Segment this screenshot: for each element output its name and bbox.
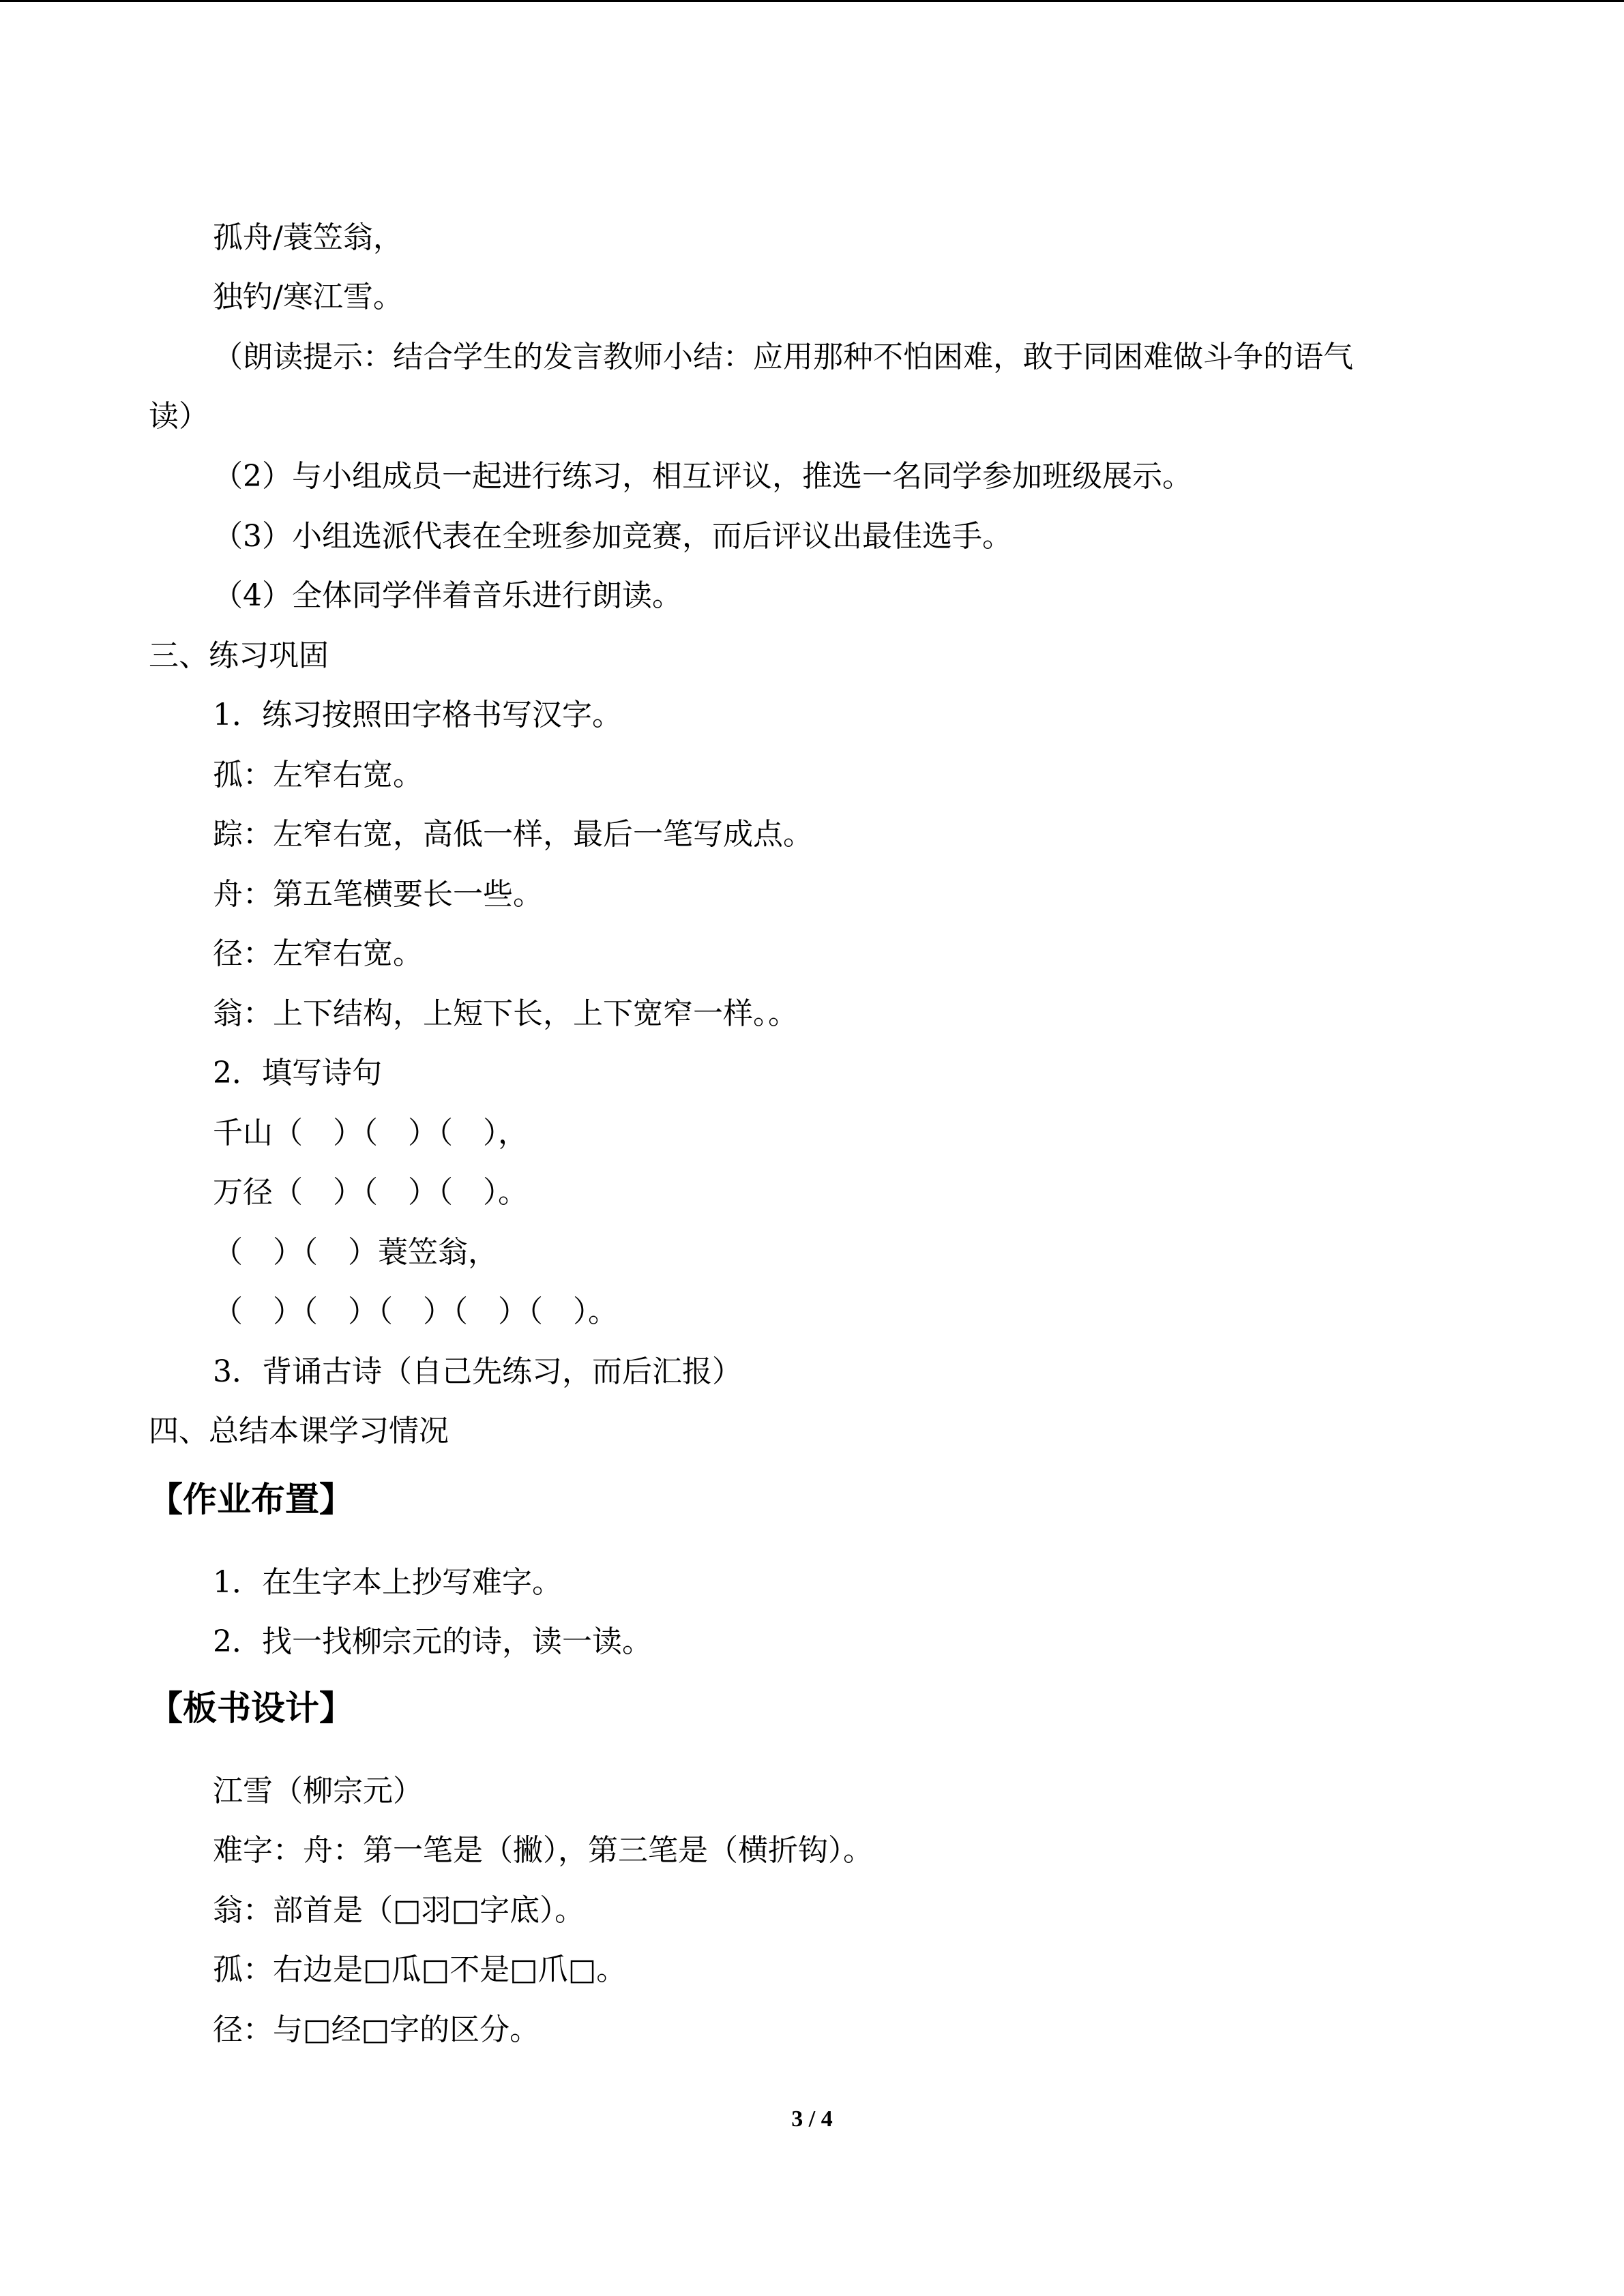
fill-blank-line: 万径（ ）（ ）（ ）。 — [213, 1175, 528, 1210]
character-note: 孤：左窄右宽。 — [213, 758, 423, 792]
homework-item: 2．找一找柳宗元的诗，读一读。 — [213, 1624, 652, 1659]
reading-tip: （朗读提示：结合学生的发言教师小结：应用那种不怕困难，敢于同困难做斗争的语气 — [213, 340, 1353, 374]
board-item: 翁：部首是（□羽□字底）。 — [213, 1893, 585, 1928]
reading-tip-continued: 读） — [149, 399, 209, 434]
character-note: 踪：左窄右宽，高低一样，最后一笔写成点。 — [213, 817, 813, 852]
fill-blank-line: （ ）（ ）（ ）（ ）（ ）。 — [213, 1294, 618, 1329]
exercise-item: 1．练习按照田字格书写汉字。 — [213, 698, 622, 732]
board-item: 孤：右边是□瓜□不是□爪□。 — [213, 1952, 627, 1987]
poem-line: 孤舟/蓑笠翁， — [213, 220, 403, 255]
homework-item: 1．在生字本上抄写难字。 — [213, 1565, 562, 1600]
character-note: 舟：第五笔横要长一些。 — [213, 877, 543, 912]
exercise-item: 2．填写诗句 — [213, 1056, 382, 1090]
character-note: 径：左窄右宽。 — [213, 936, 423, 971]
board-item: 江雪（柳宗元） — [213, 1774, 423, 1808]
board-item: 难字：舟：第一笔是（撇），第三笔是（横折钩）。 — [213, 1833, 873, 1868]
step-item: （4）全体同学伴着音乐进行朗读。 — [213, 578, 682, 613]
section-title: 四、总结本课学习情况 — [149, 1414, 449, 1448]
board-design-heading: 【板书设计】 — [149, 1688, 353, 1728]
character-note: 翁：上下结构，上短下长，上下宽窄一样。。 — [213, 996, 798, 1031]
exercise-item: 3．背诵古诗（自己先练习，而后汇报） — [213, 1354, 742, 1389]
fill-blank-line: 千山（ ）（ ）（ ）， — [213, 1116, 528, 1150]
step-item: （3）小组选派代表在全班参加竞赛，而后评议出最佳选手。 — [213, 519, 1012, 554]
board-item: 径：与□经□字的区分。 — [213, 2012, 540, 2047]
step-item: （2）与小组成员一起进行练习，相互评议，推选一名同学参加班级展示。 — [213, 459, 1192, 494]
poem-line: 独钓/寒江雪。 — [213, 280, 403, 314]
fill-blank-line: （ ）（ ）蓑笠翁， — [213, 1235, 498, 1270]
homework-heading: 【作业布置】 — [149, 1480, 353, 1519]
section-title: 三、练习巩固 — [149, 638, 329, 673]
page-number: 3 / 4 — [791, 2106, 833, 2132]
